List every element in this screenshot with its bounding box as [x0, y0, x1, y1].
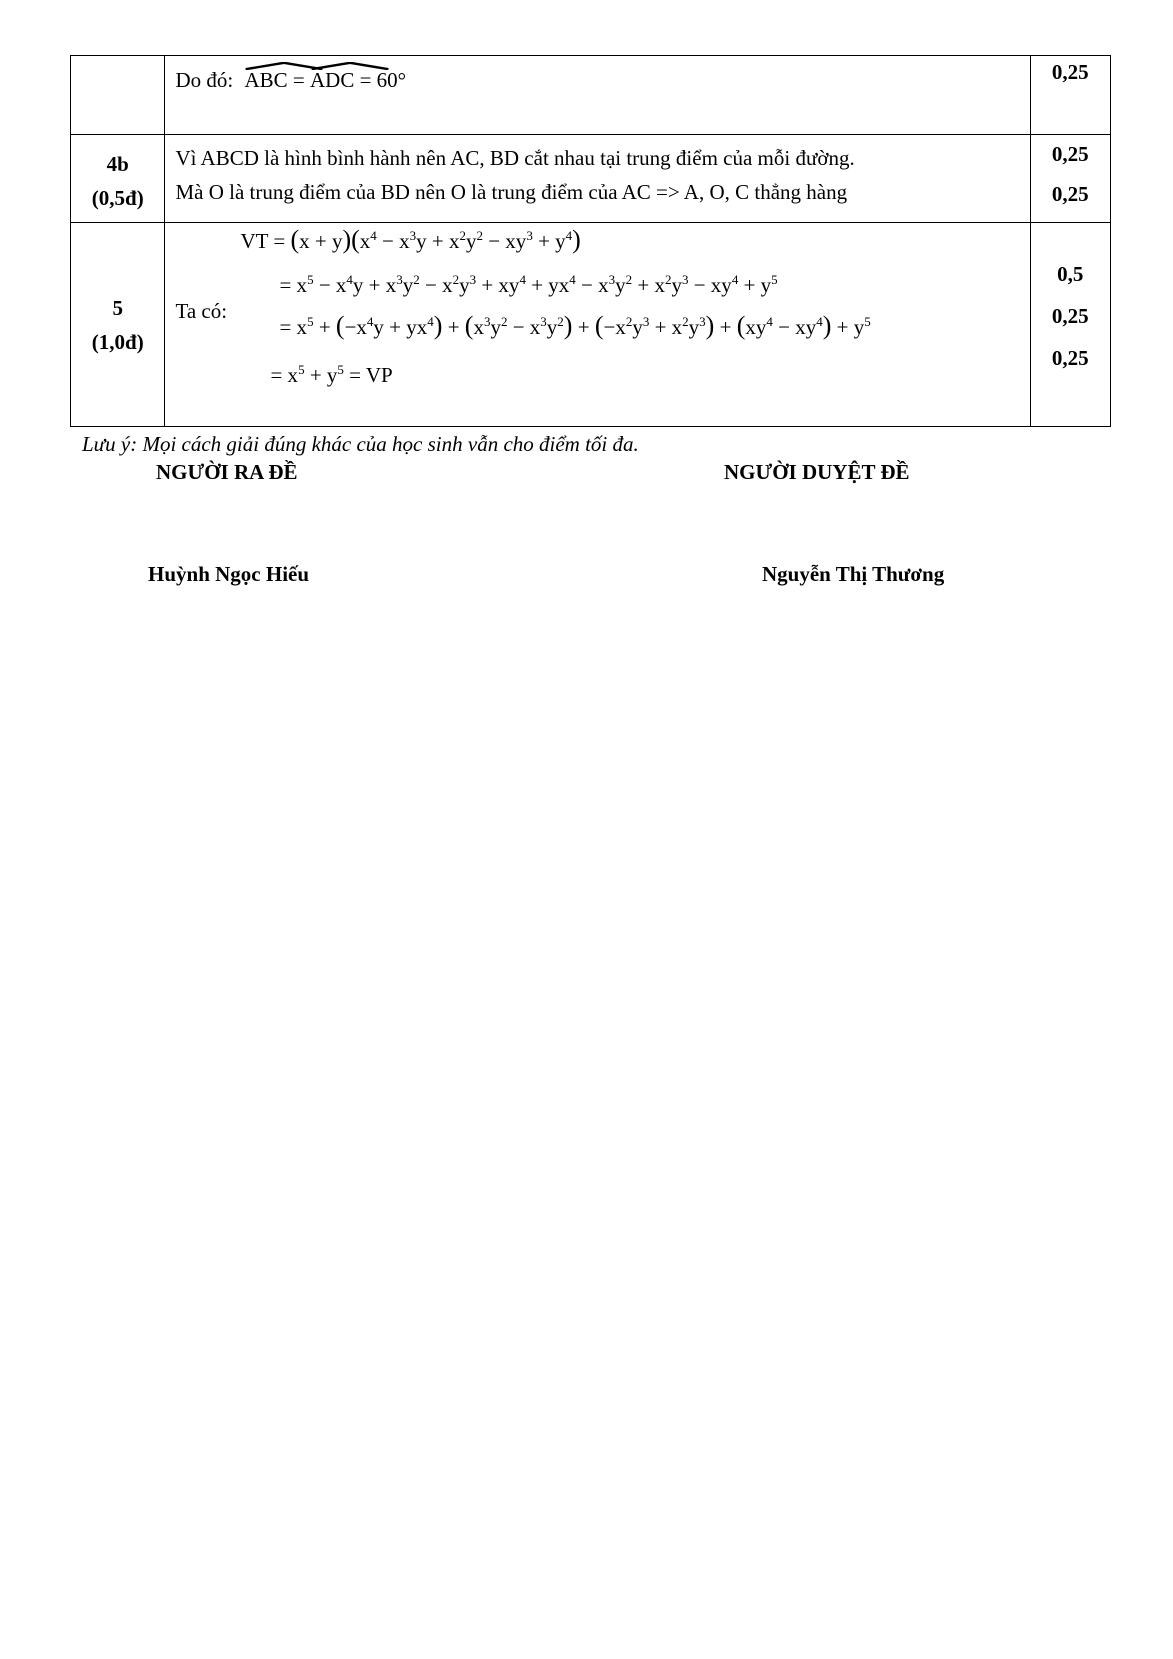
score-cell	[1030, 135, 1110, 223]
score: 0,25	[1051, 346, 1089, 370]
score: 0,25	[1051, 60, 1089, 84]
grading-table	[70, 55, 1111, 427]
reviewer-name: Nguyễn Thị Thương	[762, 562, 945, 586]
table-row	[71, 223, 1111, 427]
content-cell	[165, 223, 1030, 427]
score: 0,25	[1051, 304, 1089, 328]
score: 0,5	[1057, 262, 1084, 286]
question-number: 4b	[106, 152, 129, 176]
score-cell	[1030, 56, 1110, 135]
angle-abc: ABC	[244, 68, 287, 93]
score: 0,25	[1051, 142, 1089, 166]
question-cell	[71, 223, 165, 427]
equation-line-1: VT = $(x + y)(x^4 - x^3y + x^2y^2 - xy^3 + y^4)$	[240, 225, 581, 254]
angle-equation: Do đó: ABC = ADC = 60°	[175, 68, 1029, 93]
score-cell	[1030, 223, 1110, 427]
author-title: NGƯỜI RA ĐỀ	[156, 460, 298, 484]
angle-adc: ADC	[310, 68, 354, 93]
note-text: Lưu ý: Mọi cách giải đúng khác của học sinh vẫn cho điểm tối đa.	[82, 432, 639, 456]
ta-co-label: Ta có:	[175, 299, 228, 323]
author-name: Huỳnh Ngọc Hiếu	[148, 562, 310, 586]
table-row	[71, 135, 1111, 223]
question-points: (0,5đ)	[91, 186, 144, 210]
equation-line-2: = $x^5 - x^4y + x^3y^2 - x^2y^3 + xy^4 + yx^4 - x^3y^2 + x^2y^3 - xy^4 + y^5$	[279, 272, 778, 297]
table-row	[71, 56, 1111, 135]
score: 0,25	[1051, 182, 1089, 206]
question-number: 5	[112, 295, 123, 320]
reviewer-title: NGƯỜI DUYỆT ĐỀ	[724, 460, 910, 484]
question-cell	[71, 56, 165, 135]
question-points: (1,0đ)	[91, 329, 144, 354]
answer-line: Mà O là trung điểm của BD nên O là trung điểm của AC => A, O, C thẳng hàng	[175, 180, 848, 204]
question-cell	[71, 135, 165, 223]
content-cell	[165, 56, 1030, 135]
equation-line-3: = $x^5 + (-x^4y + yx^4) + (x^3y^2 - x^3y^2) + (-x^2y^3 + x^2y^3) + (xy^4 - xy^4) + y^5$	[279, 311, 871, 340]
content-cell	[165, 135, 1030, 223]
equation-line-4: = $x^5 + y^5$ = VP	[270, 362, 393, 387]
answer-line: Vì ABCD là hình bình hành nên AC, BD cắt nhau tại trung điểm của mỗi đường.	[175, 146, 855, 170]
